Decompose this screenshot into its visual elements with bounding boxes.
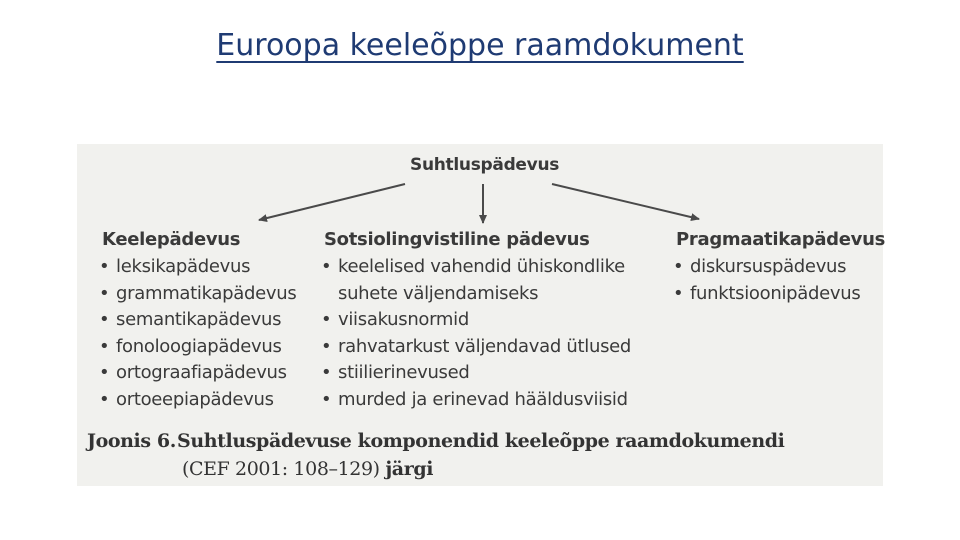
column-heading: Pragmaatikapädevus <box>676 229 886 250</box>
slide-title <box>0 28 960 63</box>
caption-line-2 <box>87 455 784 483</box>
column-items <box>99 254 296 413</box>
list-item: • ortograafiapädevus <box>99 360 296 387</box>
slide-title-text: Euroopa keeleõppe raamdokument <box>216 28 744 63</box>
figure-caption <box>87 427 784 483</box>
list-item <box>321 254 631 307</box>
list-item: • fonoloogiapädevus <box>99 334 296 361</box>
list-item-line: • keelelised vahendid ühiskondlike <box>338 256 625 277</box>
arrow-right <box>552 184 699 219</box>
column-sotsiolingvistiline <box>321 228 631 413</box>
list-item: • leksikapädevus <box>99 254 296 281</box>
arrow-left <box>259 184 405 220</box>
caption-source: (CEF 2001: 108–129) <box>182 458 380 480</box>
list-item: • semantikapädevus <box>99 307 296 334</box>
scanned-figure <box>77 144 886 486</box>
list-item: • rahvatarkust väljendavad ütlused <box>321 334 631 361</box>
column-items <box>673 254 885 307</box>
caption-line-1: Suhtluspädevuse komponendid keeleõppe raamdokumendi <box>177 430 785 452</box>
column-keelepadevus <box>99 228 296 413</box>
list-item: • ortoeepiapädevus <box>99 387 296 414</box>
column-heading: Keelepädevus <box>102 229 241 250</box>
caption-word: järgi <box>385 458 434 480</box>
column-pragmaatikapadevus <box>673 228 885 307</box>
list-item: • funktsioonipädevus <box>673 281 885 308</box>
list-item-line: suhete väljendamiseks <box>338 282 539 304</box>
list-item: • diskursuspädevus <box>673 254 885 281</box>
list-item: • murded ja erinevad hääldusviisid <box>321 387 631 414</box>
column-heading: Sotsiolingvistiline pädevus <box>324 229 590 250</box>
list-item: • stiilierinevused <box>321 360 631 387</box>
list-item: • grammatikapädevus <box>99 281 296 308</box>
list-item: • viisakusnormid <box>321 307 631 334</box>
caption-label: Joonis 6. <box>87 430 176 452</box>
root-node: Suhtluspädevus <box>410 155 560 175</box>
column-items <box>321 254 631 413</box>
